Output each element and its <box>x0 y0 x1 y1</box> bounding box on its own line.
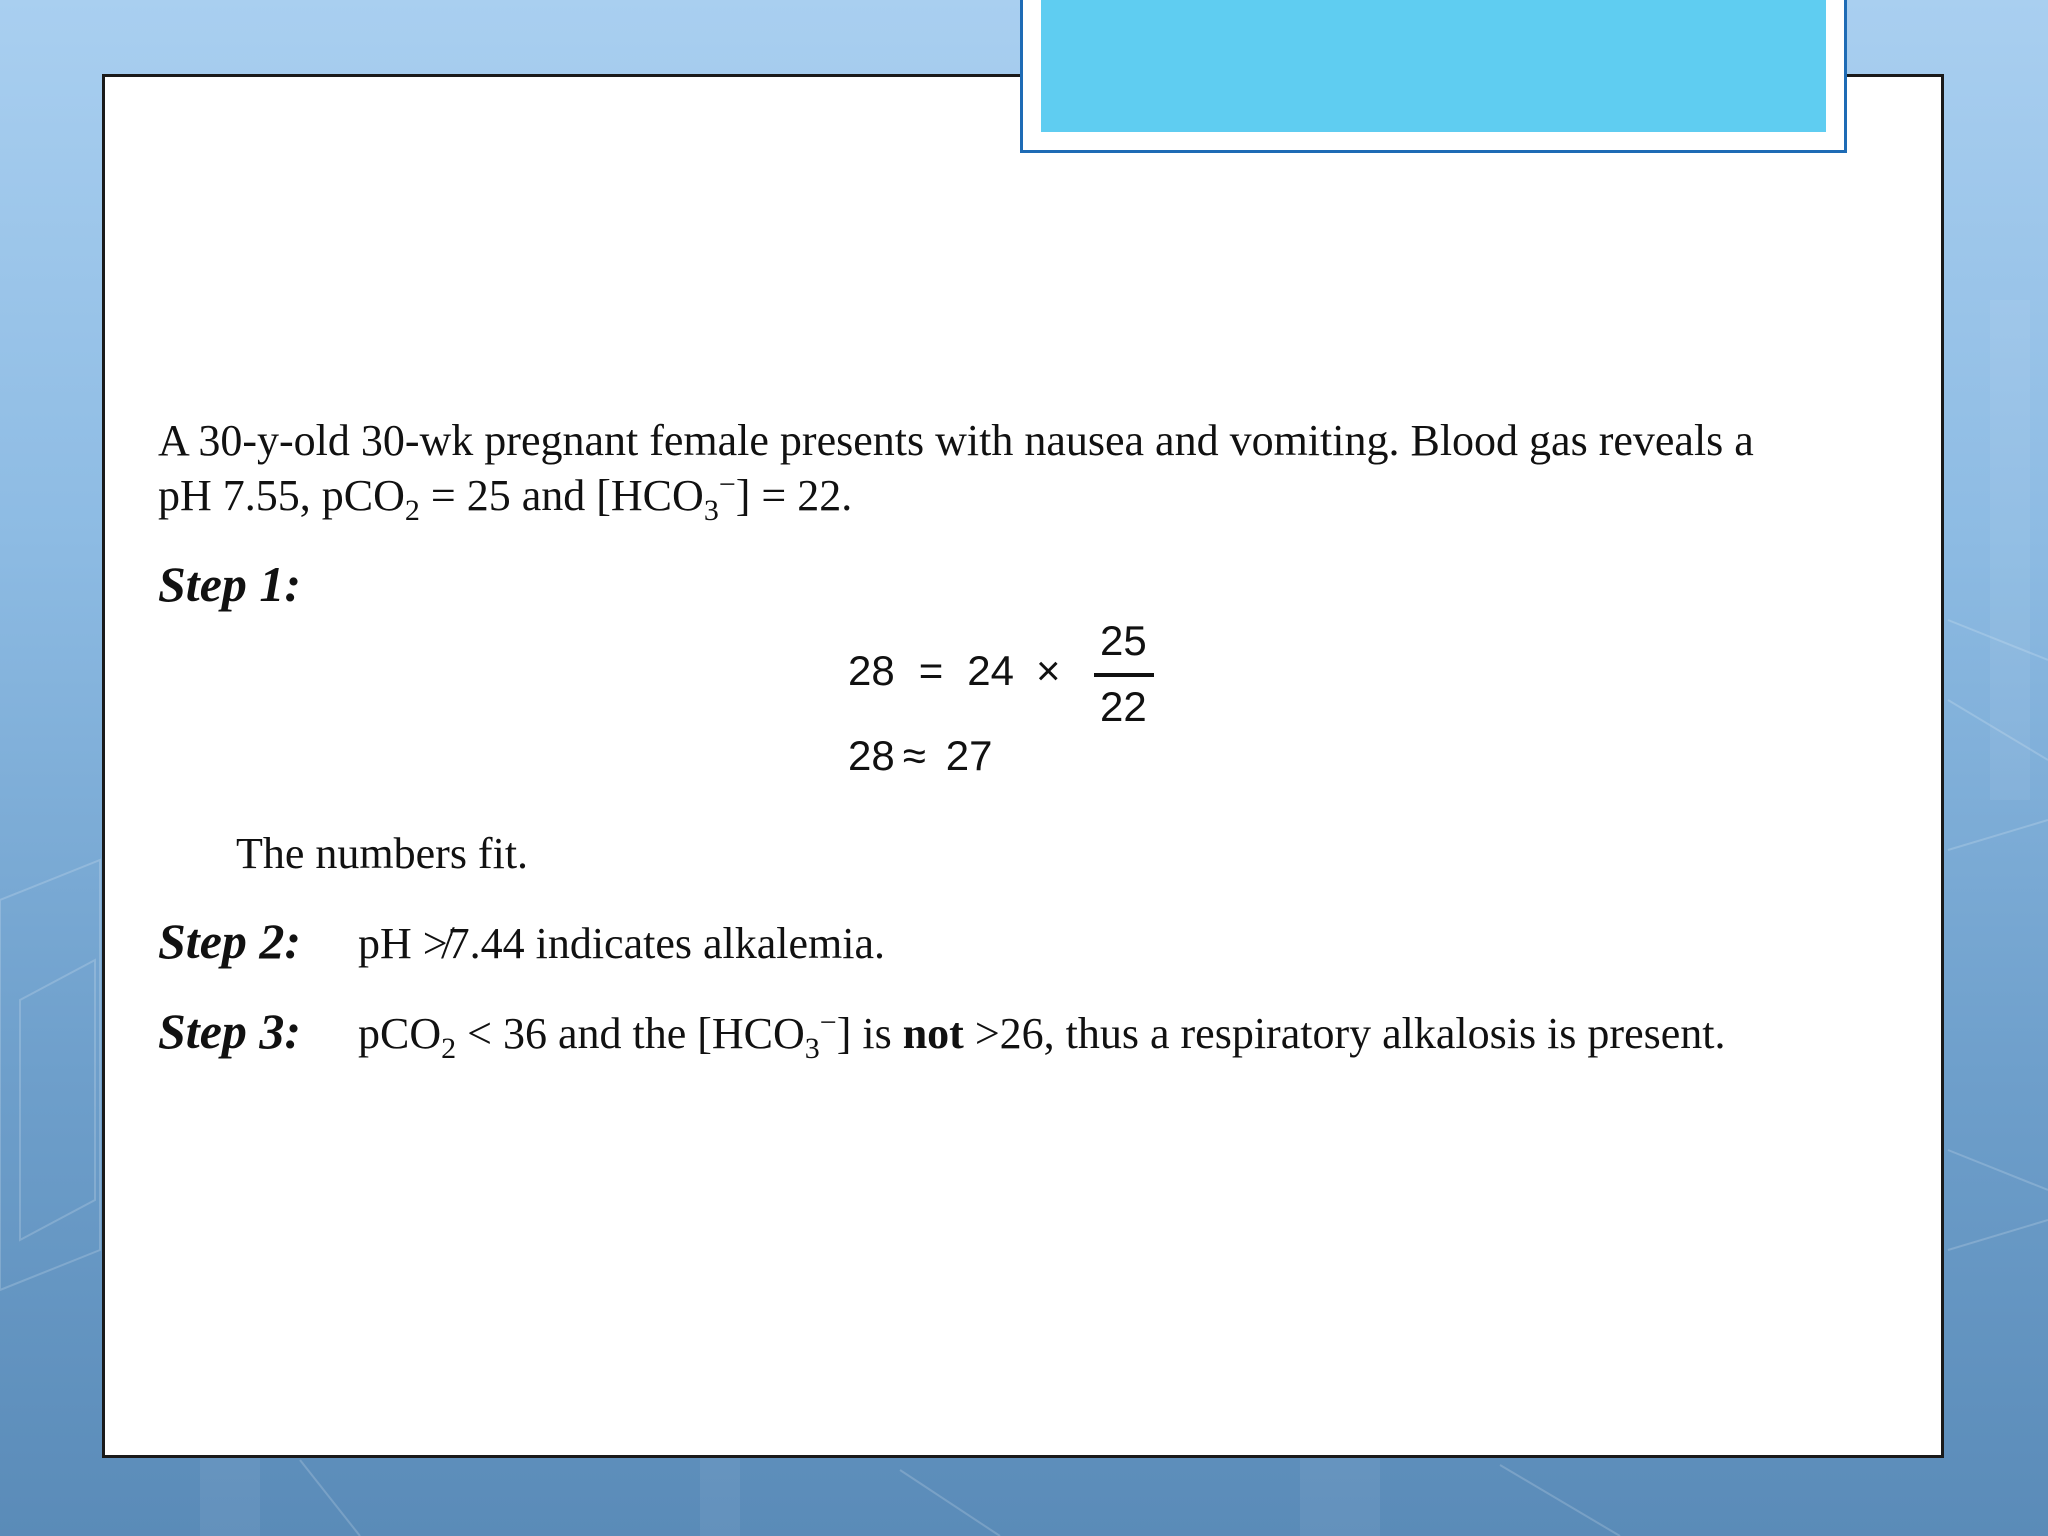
eq2-lhs: 28 <box>848 732 895 779</box>
eq1-times: × <box>1035 647 1061 694</box>
emphasis-not: not <box>902 1009 964 1058</box>
eq1-multiplier: 24 <box>967 647 1014 694</box>
eq1-equals: = <box>918 647 944 694</box>
step3-text: pCO$_2$ < 36 and the $[HCO_3^-]$ is not >26, thus a respiratory alkalosis is present. <box>358 1006 1726 1065</box>
title-placeholder <box>1020 0 1847 153</box>
eq2-approx: ≈ <box>902 732 926 779</box>
eq2-rhs: 27 <box>945 732 993 779</box>
step1-label: Step 1: <box>158 556 302 612</box>
step2-label: Step 2: <box>158 913 302 969</box>
fraction-denominator: 22 <box>1100 683 1147 730</box>
step1-note: The numbers fit. <box>236 829 529 878</box>
not-greater-than-symbol: ≯ <box>422 919 448 968</box>
equation-2 <box>848 732 993 780</box>
slide-content-panel <box>102 74 1944 1458</box>
step2-text: pH ≯7.44 indicates alkalemia. <box>358 916 885 971</box>
eq1-lhs: 28 <box>848 647 895 694</box>
title-bar <box>1041 0 1826 132</box>
step3-label: Step 3: <box>158 1003 302 1059</box>
fraction-bar <box>1094 673 1154 677</box>
problem-statement <box>158 413 1842 527</box>
problem-line1: A 30-y-old 30-wk pregnant female presents with nausea and vomiting. Blood gas reveals a <box>158 416 1754 465</box>
fraction-numerator: 25 <box>1100 617 1147 664</box>
problem-line2: pH 7.55, pCO$_2$ = 25 and $[HCO_3^-] = 22$. <box>158 468 853 527</box>
equation-1 <box>848 647 1061 695</box>
